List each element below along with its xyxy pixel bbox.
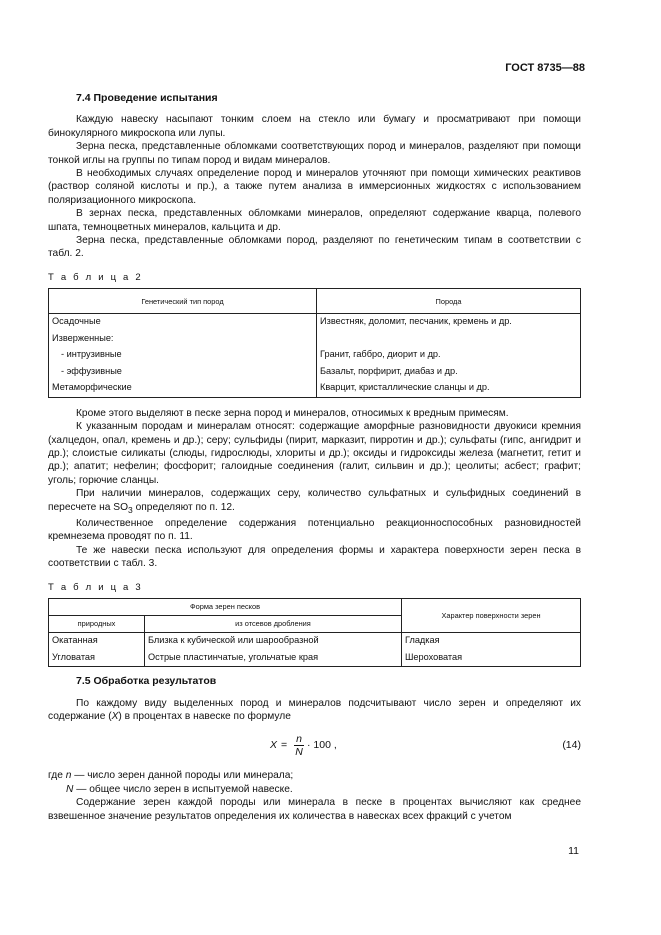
text-span: При наличии минералов, содержащих серу, количество сульфатных и сульфидных соединений в пересчете на SO xyxy=(48,488,581,513)
paragraph: Зерна песка, представленные обломками пород, разделяют по генетическим типам в соответствии с табл. 2. xyxy=(48,235,581,260)
table-row xyxy=(49,650,581,667)
table-row xyxy=(49,314,581,331)
where-line xyxy=(48,783,581,796)
section-7-4-title: 7.4 Проведение испытания xyxy=(76,92,218,104)
table-3-caption: Т а б л и ц а 3 xyxy=(48,581,143,593)
paragraph: Количественное определение содержания потенциально реакционноспособных разновидностей кремнезема проводят по п. 11. xyxy=(48,518,581,543)
formula-fraction xyxy=(294,733,304,758)
variable-x: X xyxy=(111,710,119,722)
text-span: — число зерен данной породы или минерала; xyxy=(71,770,294,782)
formula-numerator: n xyxy=(296,733,302,746)
table-cell xyxy=(317,331,581,348)
paragraph xyxy=(48,697,581,724)
table-cell: Угловатая xyxy=(49,650,145,667)
table-cell: - интрузивные xyxy=(49,347,317,364)
document-header: ГОСТ 8735—88 xyxy=(505,62,585,74)
paragraph: Содержание зерен каждой породы или минерала в песке в процентах вычисляют как среднее взвешенное значение результатов определения их количества в навесках всех фракций с учетом xyxy=(48,797,581,822)
paragraph: Зерна песка, представленные обломками соответствующих пород и минералов, разделяют при помощи тонкой иглы на группы по типам пород и видам минералов. xyxy=(48,141,581,166)
table-header-cell: Форма зерен песков xyxy=(49,599,402,616)
table-row xyxy=(49,347,581,364)
page-number: 11 xyxy=(568,845,579,857)
table-row xyxy=(49,364,581,381)
table-cell: Изверженные: xyxy=(49,331,317,348)
table-cell: Кварцит, кристаллические сланцы и др. xyxy=(317,380,581,397)
equation-number: (14) xyxy=(562,739,581,752)
paragraph: В необходимых случаях определение пород и минералов уточняют при помощи химических реактивов (раствор соляной кислоты и пр.), а также путем анализа в иммерсионных жидкостях с использованием поляризационного микроскопа. xyxy=(48,168,581,206)
table-cell: Известняк, доломит, песчаник, кремень и др. xyxy=(317,314,581,331)
table-cell: Окатанная xyxy=(49,633,145,650)
text-span: где xyxy=(48,770,66,782)
text-span: определяют по п. 12. xyxy=(132,501,235,513)
table-header-row xyxy=(49,289,581,314)
table-3 xyxy=(48,598,581,667)
formula-denominator: N xyxy=(295,746,303,759)
table-header-cell: Характер поверхности зерен xyxy=(402,599,581,633)
paragraph: Те же навески песка используют для определения формы и характера поверхности зерен песка в соответствии с табл. 3. xyxy=(48,544,581,570)
table-row xyxy=(49,331,581,348)
variable-N: N xyxy=(66,783,74,795)
table-cell: Гранит, габбро, диорит и др. xyxy=(317,347,581,364)
table-cell: Базальт, порфирит, диабаз и др. xyxy=(317,364,581,381)
table-2-caption: Т а б л и ц а 2 xyxy=(48,271,143,283)
table-cell: Острые пластинчатые, угольчатые края xyxy=(145,650,402,667)
table-header-cell: Генетический тип пород xyxy=(49,289,317,314)
paragraph: Кроме этого выделяют в песке зерна пород и минералов, относимых к вредным примесям. xyxy=(76,407,509,419)
where-line xyxy=(48,769,581,782)
table-row xyxy=(49,380,581,397)
table-header-cell: из отсевов дробления xyxy=(145,616,402,633)
table-cell: Метаморфические xyxy=(49,380,317,397)
paragraph: В зернах песка, представленных обломками минералов, определяют содержание кварца, полевого шпата, темноцветных минералов, кальцита и др. xyxy=(48,208,581,233)
formula-rhs: · 100 , xyxy=(307,739,337,752)
table-header-row xyxy=(49,599,581,616)
formula-equals: = xyxy=(281,739,288,752)
table-2 xyxy=(48,288,581,398)
table-cell: Гладкая xyxy=(402,633,581,650)
formula-expression xyxy=(270,733,337,758)
table-cell: Шероховатая xyxy=(402,650,581,667)
table-header-cell: Порода xyxy=(317,289,581,314)
table-cell: Близка к кубической или шарообразной xyxy=(145,633,402,650)
paragraph: К указанным породам и минералам относят: содержащие аморфные разновидности двуокиси кремния (халцедон, опал, кремень и др.); серу; сульфиды (пирит, марказит, пирротин и др.); сульфаты (гипс, ангидрит и др.); слоистые силикаты (слюды, гидрослюды, хлориты и др.); оксиды и гидроксиды железа (магнетит, гетит и др.); апатит; нефелин; фосфорит; галоидные соединения (галит, сильвин и др.); цеолиты; асбест; графит; уголь; горючие сланцы. xyxy=(48,421,581,486)
formula-14 xyxy=(48,731,581,765)
table-header-cell: природных xyxy=(49,616,145,633)
paragraph xyxy=(48,487,581,517)
paragraph: Каждую навеску насыпают тонким слоем на стекло или бумагу и просматривают при помощи бинокулярного микроскопа или лупы. xyxy=(48,114,581,139)
text-span: — общее число зерен в испытуемой навеске. xyxy=(73,783,293,795)
text-span: ) в процентах в навеске по формуле xyxy=(118,710,291,722)
variable-n: n xyxy=(65,770,72,782)
subscript: 3 xyxy=(128,504,133,515)
table-row xyxy=(49,633,581,650)
formula-lhs: X xyxy=(270,739,278,752)
table-cell: Осадочные xyxy=(49,314,317,331)
text-span: По каждому виду выделенных пород и минералов подсчитывают число зерен и определяют их содержание ( xyxy=(48,697,581,722)
page-content xyxy=(48,92,581,823)
section-7-5-title: 7.5 Обработка результатов xyxy=(76,675,217,688)
table-cell: - эффузивные xyxy=(49,364,317,381)
